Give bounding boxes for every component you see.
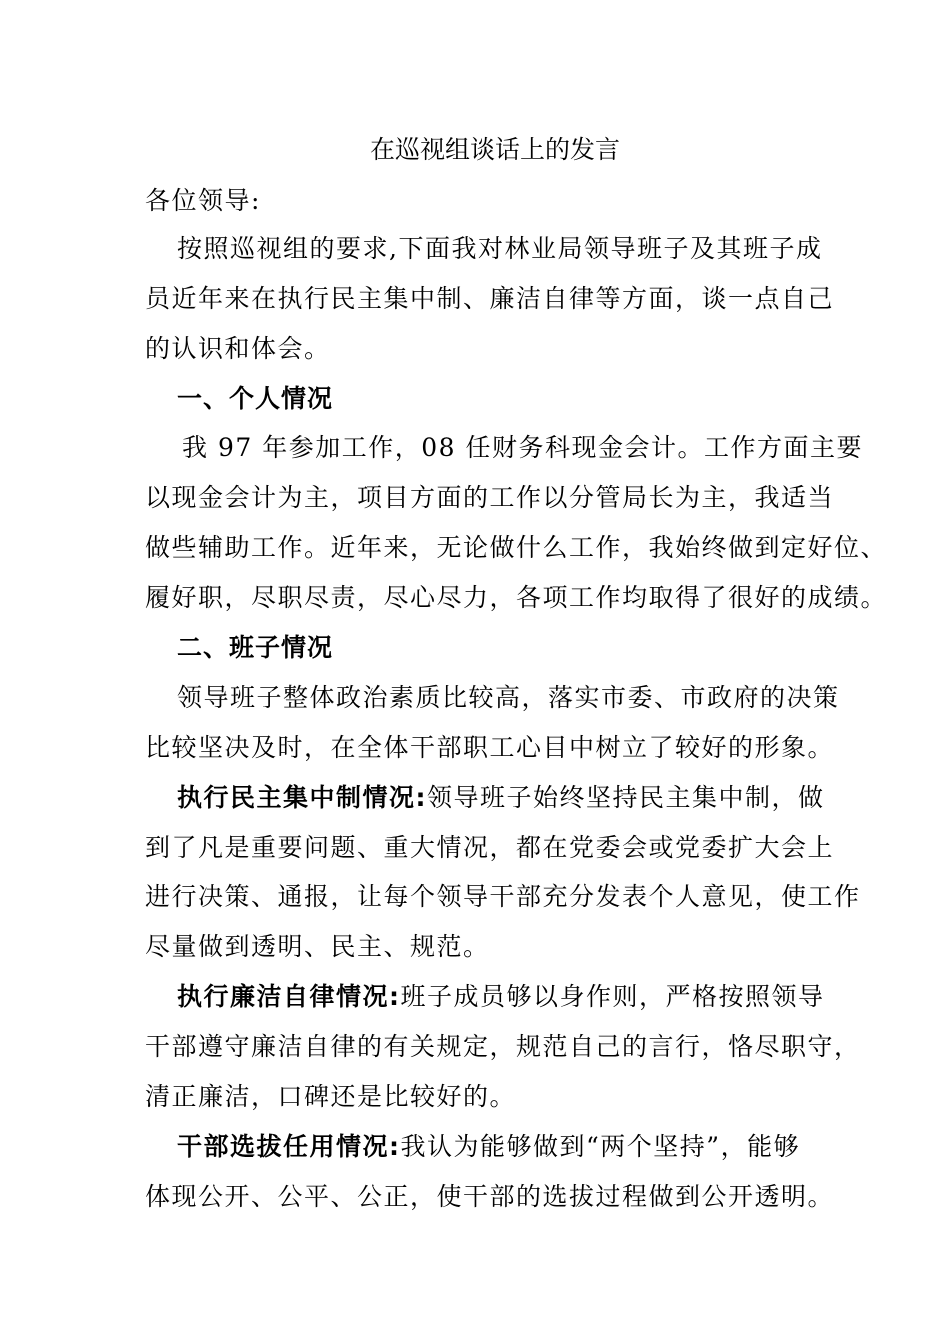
team-line-1: 领导班子整体政治素质比较高，落实市委、市政府的决策 — [177, 683, 840, 712]
personal-line-4: 履好职，尽职尽责，尽心尽力，各项工作均取得了很好的成绩。 — [145, 583, 888, 612]
section-heading-team: 二、班子情况 — [177, 633, 334, 662]
democracy-paragraph-start — [177, 780, 877, 816]
democracy-line-3: 进行决策、通报，让每个领导干部充分发表个人意见，使工作 — [145, 882, 861, 911]
personal-line-3: 做些辅助工作。近年来，无论做什么工作，我始终做到定好位、 — [145, 533, 888, 562]
intro-line-3: 的认识和体会。 — [145, 334, 331, 363]
section-heading-personal: 一、个人情况 — [177, 384, 334, 413]
integrity-line-2: 干部遵守廉洁自律的有关规定，规范自己的言行，恪尽职守， — [145, 1032, 861, 1061]
personal-line-2: 以现金会计为主，项目方面的工作以分管局长为主，我适当 — [145, 483, 835, 512]
integrity-paragraph-start — [177, 979, 877, 1015]
selection-line-2: 体现公开、公平、公正，使干部的选拔过程做到公开透明。 — [145, 1182, 835, 1211]
selection-first-line: 我认为能够做到“两个坚持”，能够 — [400, 1132, 801, 1161]
selection-label: 干部选拔任用情况: — [177, 1132, 401, 1161]
selection-paragraph-start — [177, 1129, 877, 1165]
democracy-line-2: 到了凡是重要问题、重大情况，都在党委会或党委扩大会上 — [145, 833, 835, 862]
democracy-first-line: 领导班子始终坚持民主集中制，做 — [427, 783, 825, 812]
integrity-first-line: 班子成员够以身作则，严格按照领导 — [400, 982, 825, 1011]
democracy-label: 执行民主集中制情况: — [177, 783, 427, 812]
intro-line-1: 按照巡视组的要求,下面我对林业局领导班子及其班子成 — [177, 234, 823, 263]
personal-line-1: 我 97 年参加工作，08 任财务科现金会计。工作方面主要 — [182, 433, 863, 462]
intro-line-2: 员近年来在执行民主集中制、廉洁自律等方面，谈一点自己 — [145, 284, 835, 313]
integrity-label: 执行廉洁自律情况: — [177, 982, 401, 1011]
document-title: 在巡视组谈话上的发言 — [369, 135, 620, 164]
team-line-2: 比较坚决及时，在全体干部职工心目中树立了较好的形象。 — [145, 733, 835, 762]
integrity-line-3: 清正廉洁，口碑还是比较好的。 — [145, 1082, 517, 1111]
salutation: 各位领导: — [145, 186, 261, 215]
democracy-line-4: 尽量做到透明、民主、规范。 — [145, 932, 490, 961]
